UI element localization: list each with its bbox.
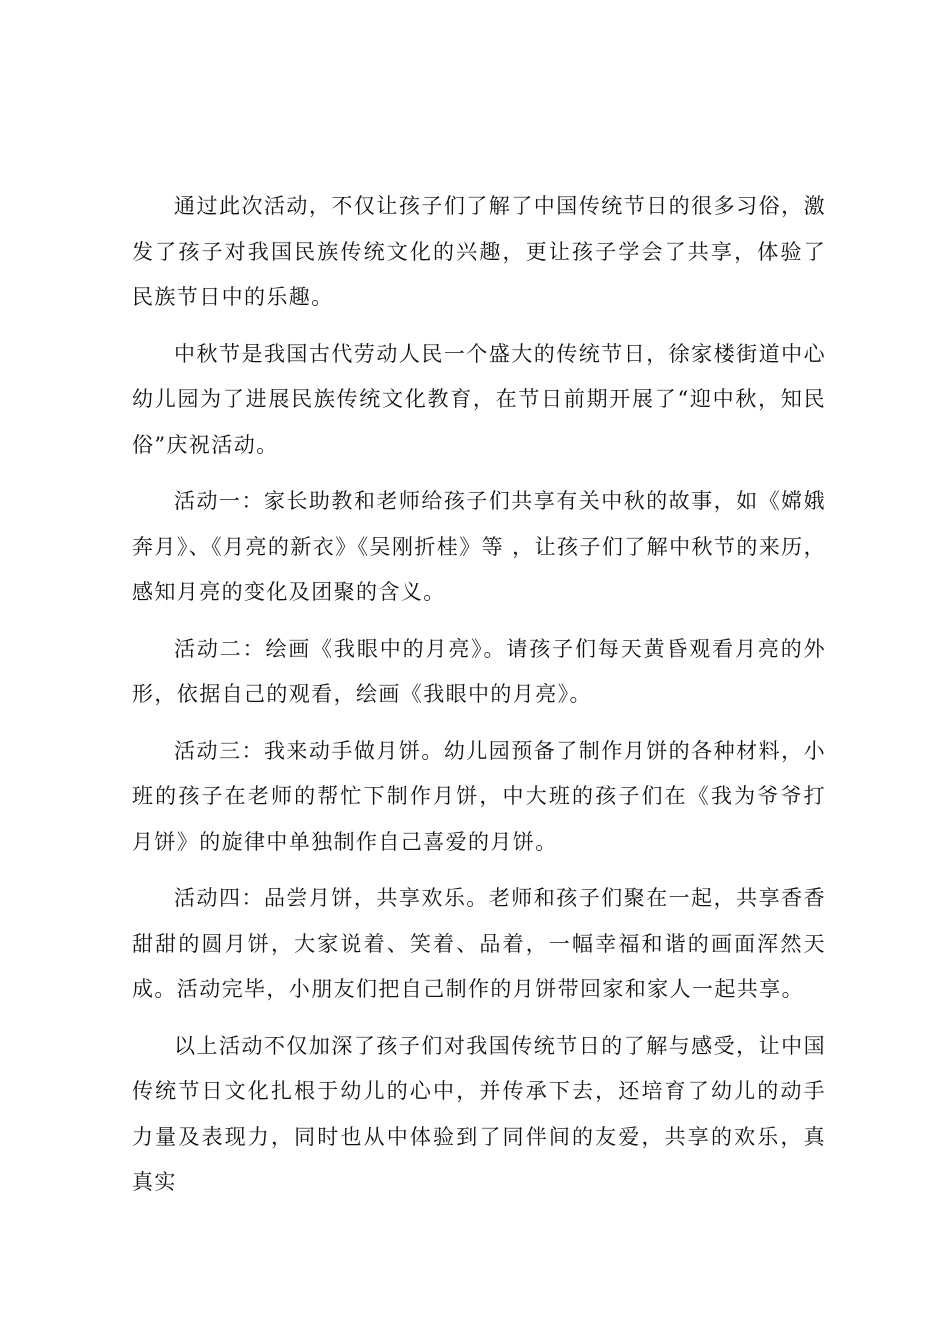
paragraph-intro: 中秋节是我国古代劳动人民一个盛大的传统节日，徐家楼街道中心幼儿园为了进展民族传统文化教育，在节日前期开展了“迎中秋，知民俗”庆祝活动。: [132, 341, 826, 457]
paragraph-conclusion: 以上活动不仅加深了孩子们对我国传统节日的了解与感受，让中国传统节日文化扎根于幼儿的心中，并传承下去，还培育了幼儿的动手力量及表现力，同时也从中体验到了同伴间的友爱，共享的欢乐，真真实: [132, 1033, 826, 1194]
paragraph-activity-4: 活动四：品尝月饼，共享欢乐。老师和孩子们聚在一起，共享香香甜甜的圆月饼，大家说着、笑着、品着，一幅幸福和谐的画面浑然天成。活动完毕，小朋友们把自己制作的月饼带回家和家人一起共享。: [132, 886, 826, 1001]
paragraph-activity-3: 活动三：我来动手做月饼。幼儿园预备了制作月饼的各种材料，小班的孩子在老师的帮忙下制作月饼，中大班的孩子们在《我为爷爷打月饼》的旋律中单独制作自己喜爱的月饼。: [132, 738, 826, 854]
paragraph-activity-1: 活动一：家长助教和老师给孩子们共享有关中秋的故事，如《嫦娥奔月》、《月亮的新衣》《吴刚折桂》等 ，让孩子们了解中秋节的来历，感知月亮的变化及团聚的含义。: [132, 489, 826, 604]
paragraph-activity-2: 活动二：绘画《我眼中的月亮》。请孩子们每天黄昏观看月亮的外形，依据自己的观看，绘画《我眼中的月亮》。: [132, 636, 826, 706]
paragraph-summary: 通过此次活动，不仅让孩子们了解了中国传统节日的很多习俗，激发了孩子对我国民族传统文化的兴趣，更让孩子学会了共享，体验了民族节日中的乐趣。: [132, 194, 826, 309]
document-body: [132, 184, 826, 1217]
